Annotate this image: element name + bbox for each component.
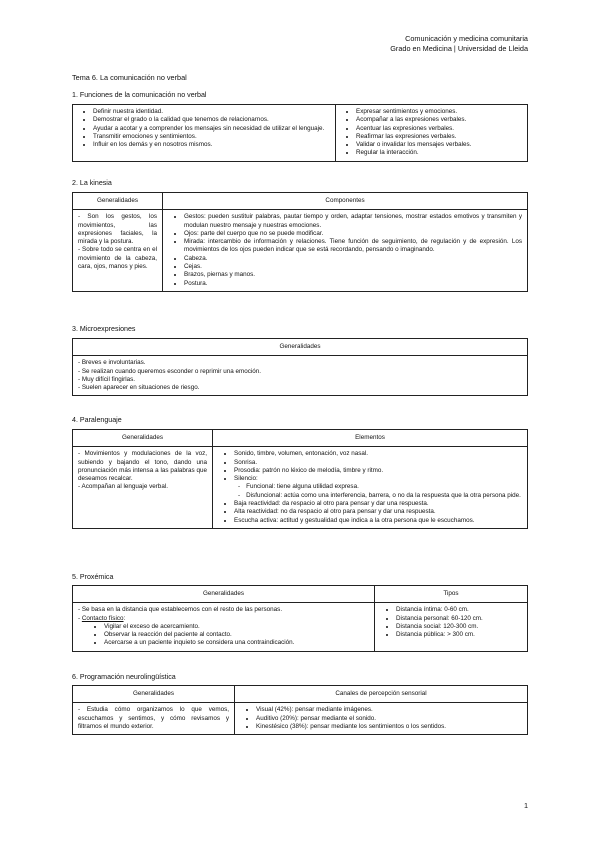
list-item: • Vigilar el exceso de acercamiento.	[104, 623, 369, 631]
list-item: • Validar o invalidar los mensajes verbales.	[356, 141, 523, 149]
text-line: - Breves e involuntarias.	[78, 359, 146, 367]
list-item: • Regular la interacción.	[356, 149, 523, 157]
text-line: - Se realizan cuando queremos esconder o reprimir una emoción.	[78, 367, 262, 375]
list-item: • Prosodia: patrón no léxico de melodía, timbre y ritmo.	[234, 467, 522, 475]
section-1-title: 1. Funciones de la comunicación no verbal	[72, 91, 207, 99]
section-3-title: 3. Microexpresiones	[72, 325, 136, 333]
column-header: Tipos	[375, 586, 528, 603]
list-item: • Observar la reacción del paciente al contacto.	[104, 631, 369, 639]
list-item: • Auditivo (20%): pensar mediante el sonido.	[256, 715, 522, 723]
list-item: • Mirada: intercambio de información y relaciones. Tiene función de seguimiento, de regulación y de expresión. Los movimientos de los ojos pueden indicar que se está recordando, pensando o imaginando.	[184, 238, 522, 255]
list-item: • Alta reactividad: no da respacio al otro para pensar y dar una respuesta.	[234, 508, 522, 516]
section-2-title: 2. La kinesia	[72, 179, 112, 187]
functions-table	[72, 104, 528, 162]
list-item: • Baja reactividad: da respacio al otro para pensar y dar una respuesta.	[234, 500, 522, 508]
document-title: Tema 6. La comunicación no verbal	[72, 73, 187, 82]
text-line: - Muy difícil fingirlas.	[78, 375, 136, 383]
header-course: Comunicación y medicina comunitaria	[405, 34, 528, 43]
list-item: • Demostrar el grado o la calidad que tenemos de relacionarnos.	[93, 116, 331, 124]
section-4-title: 4. Paralenguaje	[72, 416, 122, 424]
nlp-table	[72, 685, 528, 735]
list-item: • Sonido, timbre, volumen, entonación, voz nasal.	[234, 450, 522, 458]
column-header: Generalidades	[73, 686, 235, 703]
section-5-title: 5. Proxémica	[72, 573, 114, 581]
text-line: - Suelen aparecer en situaciones de riesgo.	[78, 384, 200, 392]
list-item: • Distancia personal: 60-120 cm.	[396, 615, 522, 623]
nlp-general-cell	[73, 703, 235, 735]
column-header: Generalidades	[73, 193, 163, 210]
list-item	[234, 475, 522, 500]
column-header: Componentes	[163, 193, 528, 210]
list-item-label: Silencio:	[234, 475, 258, 483]
proxemics-table	[72, 585, 528, 652]
list-item: • Reafirmar las expresiones verbales.	[356, 133, 523, 141]
paralanguage-general-cell	[73, 447, 213, 529]
header-degree: Grado en Medicina | Universidad de Lleida	[390, 44, 528, 54]
list-item: • Kinestésico (38%): pensar mediante los sentimientos o los sentidos.	[256, 723, 522, 731]
text-line: - Estudia cómo organizamos lo que vemos, escuchamos y sentimos, y cómo revisamos y filtramos el mundo exterior.	[78, 706, 229, 730]
list-item: • Distancia íntima: 0-60 cm.	[396, 606, 522, 614]
text-line	[78, 615, 369, 623]
microexpressions-table	[72, 338, 528, 396]
nlp-channels-cell	[235, 703, 528, 735]
text-line: - Son los gestos, los movimientos, las expresiones faciales, la mirada y la postura.	[78, 213, 157, 246]
list-item: • Definir nuestra identidad.	[93, 108, 331, 116]
list-item: • Distancia social: 120-300 cm.	[396, 623, 522, 631]
list-item: • Gestos: pueden sustituir palabras, pautar tiempo y orden, adaptar tensiones, mostrar estados emotivos y transmiten y modulan nuestro mensaje y nuestras emociones.	[184, 213, 522, 230]
contact-label: Contacto físico	[81, 614, 124, 622]
list-item: • Escucha activa: actitud y gestualidad que indica a la otra persona que le escuchamos.	[234, 517, 522, 525]
list-item: • Influir en los demás y en nosotros mismos.	[93, 141, 331, 149]
microexpressions-cell	[73, 356, 528, 396]
text-line: - Sobre todo se centra en el movimiento de la cabeza, cara, ojos, manos y pies.	[78, 246, 157, 271]
list-item: • Cabeza.	[184, 255, 522, 263]
sub-list-item: - Funcional: tiene alguna utilidad expresa.	[248, 483, 522, 491]
column-header: Generalidades	[73, 586, 375, 603]
text-line: - Se basa en la distancia que establecemos con el resto de las personas.	[78, 606, 283, 614]
functions-left-cell	[73, 105, 336, 162]
list-item: • Acompañar a las expresiones verbales.	[356, 116, 523, 124]
sub-list-item: - Disfuncional: actúa como una interferencia, barrera, o no da la respuesta que la otra persona pide.	[248, 492, 522, 500]
kinesia-general-cell	[73, 210, 163, 292]
list-item: • Cejas.	[184, 263, 522, 271]
list-item: • Sonrisa.	[234, 459, 522, 467]
paralanguage-table	[72, 429, 528, 529]
list-item: • Acercarse a un paciente inquieto se considera una contraindicación.	[104, 639, 369, 647]
column-header: Canales de percepción sensorial	[235, 686, 528, 703]
proxemics-types-cell	[375, 603, 528, 651]
list-item: • Acentuar las expresiones verbales.	[356, 125, 523, 133]
list-item: • Visual (42%): pensar mediante imágenes.	[256, 706, 522, 714]
proxemics-general-cell	[73, 603, 375, 651]
list-item: • Distancia pública: > 300 cm.	[396, 631, 522, 639]
colon: :	[123, 614, 126, 622]
page-number: 1	[523, 801, 528, 810]
list-item: • Brazos, piernas y manos.	[184, 271, 522, 279]
column-header: Generalidades	[73, 430, 213, 447]
list-item: • Transmitir emociones y sentimientos.	[93, 133, 331, 141]
list-item: • Postura.	[184, 280, 522, 288]
list-item: • Ayudar a acotar y a comprender los mensajes sin necesidad de utilizar el lenguaje.	[93, 125, 331, 133]
text-line: - Movimientos y modulaciones de la voz, subiendo y bajando el tono, dando una pronunciación más intensa a las palabras que deseamos recalcar.	[78, 450, 207, 483]
dash: -	[78, 614, 82, 622]
text-line: - Acompañan al lenguaje verbal.	[78, 483, 168, 491]
column-header: Generalidades	[73, 339, 528, 356]
kinesia-components-cell	[163, 210, 528, 292]
page-header	[390, 34, 528, 54]
column-header: Elementos	[213, 430, 528, 447]
section-6-title: 6. Programación neurolingüística	[72, 673, 176, 681]
kinesia-table	[72, 192, 528, 292]
list-item: • Expresar sentimientos y emociones.	[356, 108, 523, 116]
list-item: • Ojos: parte del cuerpo que no se puede modificar.	[184, 230, 522, 238]
functions-right-cell	[336, 105, 528, 162]
paralanguage-elements-cell	[213, 447, 528, 529]
